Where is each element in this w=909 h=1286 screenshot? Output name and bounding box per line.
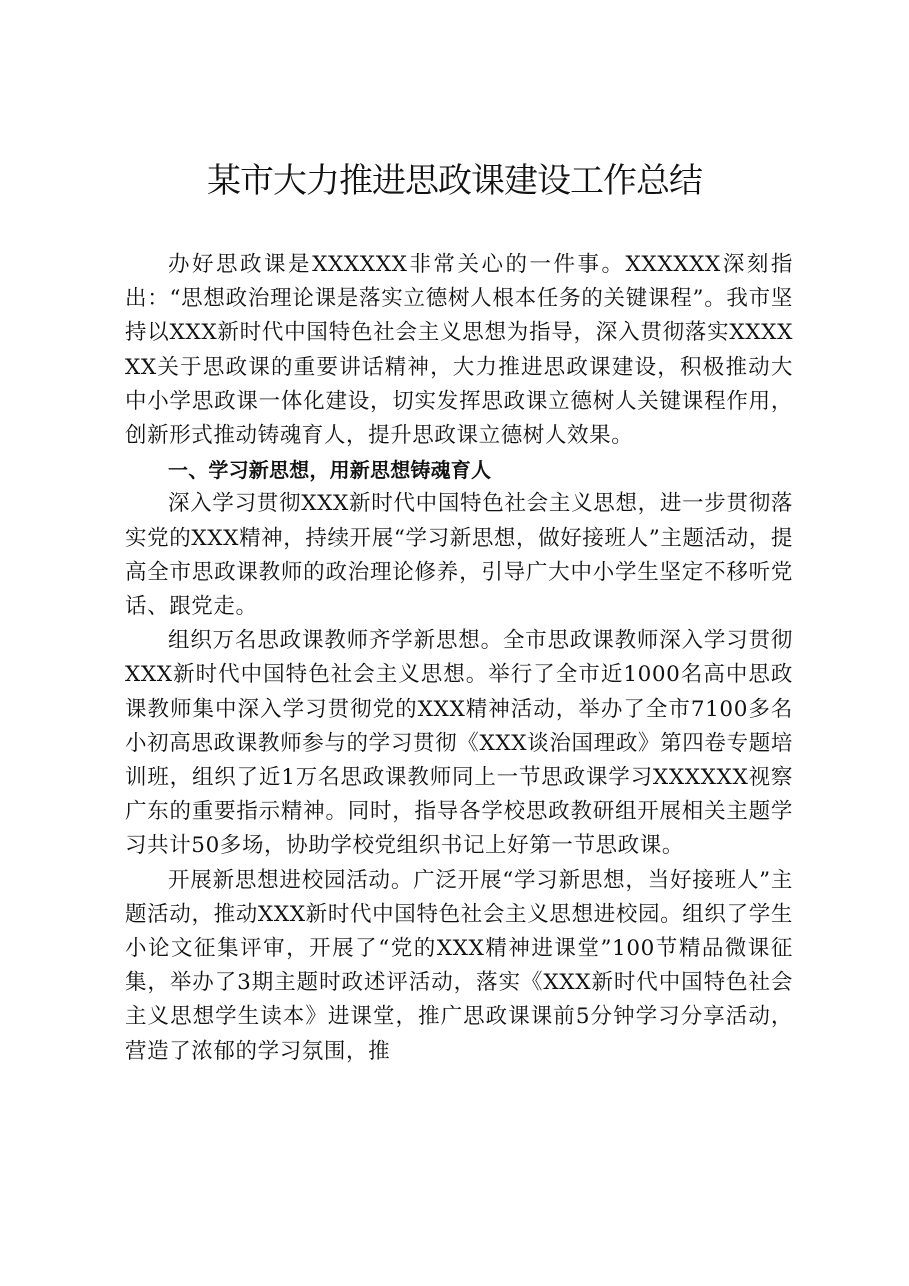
body-paragraph: 组织万名思政课教师齐学新思想。全市思政课教师深入学习贯彻XXX新时代中国特色社会主义思想。举行了全市近1000名高中思政课教师集中深入学习贯彻党的XXX精神活动，举办了全市7100多名小初高思政课教师参与的学习贯彻《XXX谈治国理政》第四卷专题培训班，组织了近1万名思政课教师同上一节思政课学习XXXXXX视察广东的重要指示精神。同时，指导各学校思政教研组开展相关主题学习共计50多场，协助学校党组织书记上好第一节思政课。 — [125, 628, 793, 859]
intro-paragraph: 办好思政课是XXXXXX非常关心的一件事。XXXXXX深刻指出：“思想政治理论课是落实立德树人根本任务的关键课程”。我市坚持以XXX新时代中国特色社会主义思想为指导，深入贯彻落实XXXXXX关于思政课的重要讲话精神，大力推进思政课建设，积极推动大中小学思政课一体化建设，切实发挥思政课立德树人关键课程作用，创新形式推动铸魂育人，提升思政课立德树人效果。 — [125, 252, 793, 449]
document-title: 某市大力推进思政课建设工作总结 — [207, 161, 702, 201]
section-heading: 一、学习新思想，用新思想铸魂育人 — [168, 458, 492, 483]
document-body — [125, 248, 793, 1069]
body-paragraph: 深入学习贯彻XXX新时代中国特色社会主义思想，进一步贯彻落实党的XXX精神，持续开展“学习新思想，做好接班人”主题活动，提高全市思政课教师的政治理论修养，引导广大中小学生坚定不移听党话、跟党走。 — [125, 491, 793, 620]
body-paragraph: 开展新思想进校园活动。广泛开展“学习新思想，当好接班人”主题活动，推动XXX新时代中国特色社会主义思想进校园。组织了学生小论文征集评审，开展了“党的XXX精神进课堂”100节精品微课征集，举办了3期主题时政述评活动，落实《XXX新时代中国特色社会主义思想学生读本》进课堂，推广思政课课前5分钟学习分享活动，营造了浓郁的学习氛围，推 — [125, 867, 793, 1064]
